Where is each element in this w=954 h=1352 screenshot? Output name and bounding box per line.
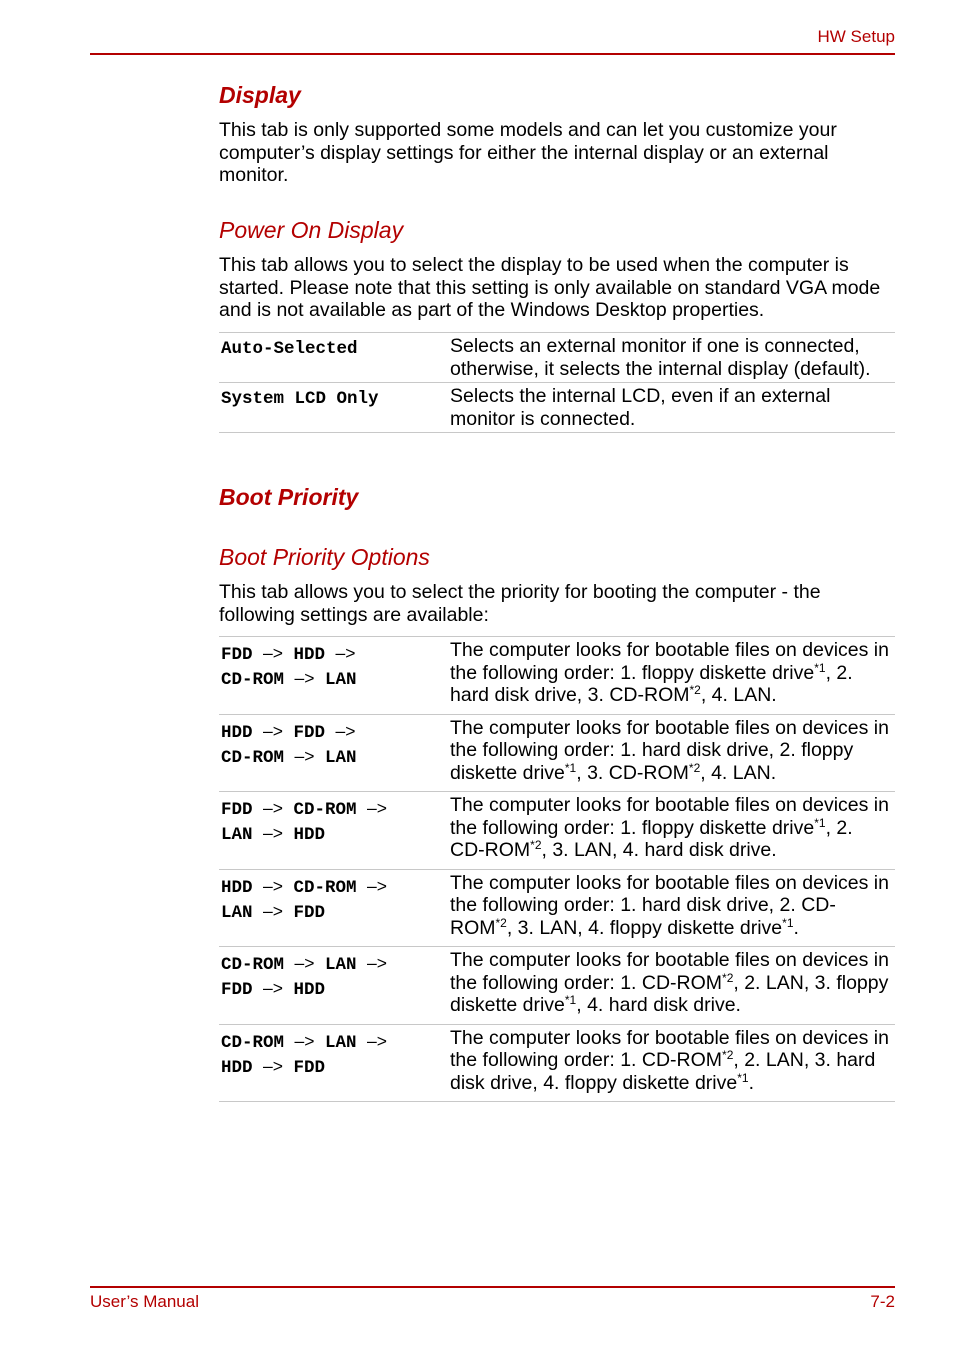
option-key: System LCD Only — [221, 389, 379, 409]
table-row — [219, 714, 895, 792]
boot-priority-paragraph: This tab allows you to select the priority for booting the computer - the following settings are available: — [219, 581, 821, 626]
device-name: FDD — [221, 645, 253, 665]
device-name: HDD — [221, 877, 253, 898]
footnote-marker: *2 — [689, 683, 701, 697]
device-name: HDD — [293, 825, 326, 845]
arrow-glyph: –> — [294, 668, 315, 688]
device-name: LAN — [325, 670, 357, 690]
table-row — [219, 333, 895, 383]
arrow-glyph: –> — [294, 953, 315, 973]
table-row — [219, 947, 895, 1025]
device-name: CD-ROM — [221, 1032, 285, 1053]
description-text: 1. hard disk drive, 2. floppy diskette drive — [450, 739, 854, 784]
arrow-glyph: –> — [263, 978, 283, 998]
description-text: , 2. CD-ROM — [450, 816, 853, 861]
device-name: FDD — [293, 722, 326, 743]
device-name: HDD — [293, 645, 326, 665]
footnote-marker: *1 — [564, 760, 577, 775]
arrow-glyph: –> — [367, 1030, 387, 1051]
footnote-marker: *2 — [722, 1048, 734, 1062]
option-description: Selects an external monitor if one is connected, otherwise, it selects the internal display (default). — [450, 335, 871, 380]
arrow-glyph: –> — [335, 720, 356, 741]
boot-priority-options-heading: Boot Priority Options — [219, 544, 430, 570]
boot-order-description — [450, 637, 895, 715]
boot-priority-heading: Boot Priority — [219, 484, 359, 510]
boot-order-key — [219, 869, 450, 947]
arrow-glyph: –> — [294, 1030, 315, 1051]
power-on-display-heading: Power On Display — [219, 217, 404, 243]
header-rule — [90, 53, 895, 55]
device-name: FDD — [221, 980, 253, 1000]
device-name: LAN — [325, 747, 357, 768]
description-lead: The computer looks for bootable files on devices in the following order: — [450, 1026, 889, 1071]
arrow-glyph: –> — [263, 900, 283, 921]
power-on-display-table — [219, 332, 895, 433]
description-lead: The computer looks for bootable files on devices in the following order: — [450, 871, 889, 916]
boot-order-description — [450, 869, 895, 947]
display-heading: Display — [219, 82, 301, 108]
display-paragraph: This tab is only supported some models and can let you customize your computer’s display settings for either the internal display or an external monitor. — [219, 119, 837, 186]
arrow-glyph: –> — [367, 798, 387, 818]
table-row — [219, 792, 895, 870]
device-name: CD-ROM — [221, 955, 285, 975]
description-text: , 3. LAN, 4. floppy diskette drive — [506, 916, 783, 939]
device-name: CD-ROM — [293, 877, 357, 898]
device-name: HDD — [221, 722, 253, 743]
description-text: , 4. hard disk drive. — [576, 994, 741, 1016]
description-text: . — [793, 916, 799, 939]
device-name: HDD — [221, 1057, 253, 1078]
footnote-marker: *2 — [688, 760, 701, 775]
description-text: 1. floppy diskette drive — [620, 816, 815, 839]
description-text: , 4. LAN. — [700, 684, 777, 706]
device-name: LAN — [221, 902, 253, 923]
arrow-glyph: –> — [263, 720, 283, 741]
arrow-glyph: –> — [367, 875, 387, 896]
boot-order-key — [219, 714, 450, 792]
arrow-glyph: –> — [335, 643, 356, 663]
footnote-marker: *2 — [530, 838, 542, 852]
footnote-marker: *1 — [737, 1070, 749, 1085]
device-name: HDD — [293, 980, 326, 1000]
boot-order-description — [450, 947, 895, 1025]
footer-manual-title: User’s Manual — [90, 1292, 199, 1311]
device-name: FDD — [293, 1057, 326, 1078]
table-row — [219, 637, 895, 715]
table-row — [219, 383, 895, 433]
arrow-glyph: –> — [263, 643, 283, 663]
boot-order-key — [219, 1024, 450, 1102]
description-text: 1. CD-ROM — [620, 1049, 723, 1071]
power-on-display-paragraph: This tab allows you to select the display to be used when the computer is started. Please note that this setting is only available on standard VGA mode and is not available as part of the Windows Desktop properties. — [219, 254, 881, 321]
boot-priority-table — [219, 636, 895, 1102]
footer-rule — [90, 1286, 895, 1288]
boot-order-key — [219, 947, 450, 1025]
description-text: , 3. LAN, 4. hard disk drive. — [541, 839, 777, 861]
footnote-marker: *1 — [782, 915, 794, 930]
footnote-marker: *1 — [564, 993, 577, 1007]
boot-order-description — [450, 714, 895, 792]
table-row — [219, 1024, 895, 1102]
arrow-glyph: –> — [294, 745, 315, 766]
device-name: LAN — [325, 1032, 357, 1053]
description-lead: The computer looks for bootable files on devices in the following order: — [450, 794, 889, 839]
description-text: 1. hard disk drive, 2. CD-ROM — [450, 894, 836, 939]
arrow-glyph: –> — [263, 823, 283, 843]
device-name: CD-ROM — [221, 747, 285, 768]
arrow-glyph: –> — [367, 953, 387, 973]
description-lead: The computer looks for bootable files on devices in the following order: — [450, 716, 889, 761]
boot-order-key — [219, 637, 450, 715]
footnote-marker: *1 — [814, 815, 826, 830]
device-name: LAN — [325, 955, 357, 975]
description-text: , 2. LAN, 3. floppy diskette drive — [450, 971, 889, 1016]
device-name: CD-ROM — [221, 670, 285, 690]
footnote-marker: *2 — [495, 915, 507, 930]
description-text: 1. floppy diskette drive — [620, 661, 815, 684]
device-name: LAN — [221, 825, 253, 845]
option-description: Selects the internal LCD, even if an external monitor is connected. — [450, 385, 831, 430]
description-text: , 4. LAN. — [700, 761, 777, 784]
arrow-glyph: –> — [263, 798, 283, 818]
footnote-marker: *1 — [814, 660, 826, 675]
description-text: , 2. hard disk drive, 3. CD-ROM — [450, 661, 853, 706]
description-text: , 2. LAN, 3. hard disk drive, 4. floppy diskette drive — [450, 1049, 876, 1094]
description-text: , 3. CD-ROM — [576, 761, 689, 784]
device-name: CD-ROM — [293, 800, 357, 820]
device-name: FDD — [293, 902, 326, 923]
boot-order-description — [450, 1024, 895, 1102]
option-key: Auto-Selected — [221, 339, 358, 359]
boot-order-description — [450, 792, 895, 870]
description-lead: The computer looks for bootable files on devices in the following order: — [450, 639, 889, 684]
device-name: FDD — [221, 800, 253, 820]
arrow-glyph: –> — [263, 1055, 283, 1076]
arrow-glyph: –> — [263, 875, 283, 896]
description-lead: The computer looks for bootable files on devices in the following order: — [450, 949, 889, 994]
table-row — [219, 869, 895, 947]
boot-order-key — [219, 792, 450, 870]
footer-page-number: 7-2 — [870, 1292, 895, 1311]
header-section-title: HW Setup — [817, 27, 895, 46]
description-text: 1. CD-ROM — [620, 971, 723, 994]
footnote-marker: *2 — [722, 970, 734, 985]
description-text: . — [748, 1071, 754, 1094]
